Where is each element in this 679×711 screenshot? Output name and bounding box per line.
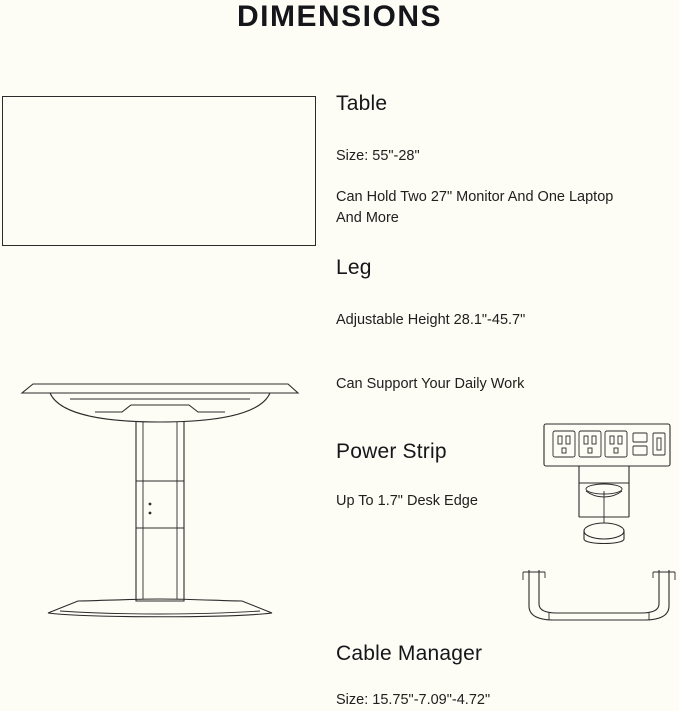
table-capacity-text: Can Hold Two 27" Monitor And One Laptop And More [336, 189, 614, 227]
leg-height-text: Adjustable Height 28.1"-45.7" [336, 312, 526, 328]
leg-support-text: Can Support Your Daily Work [336, 376, 525, 392]
table-size-text: Size: 55"-28" [336, 148, 420, 164]
cable-manager-illustration [519, 566, 679, 625]
illustration-column [0, 86, 320, 625]
desk-with-leg-illustration [0, 281, 320, 621]
power-strip-edge-text: Up To 1.7" Desk Edge [336, 493, 478, 509]
section-heading-leg: Leg [336, 256, 372, 279]
cable-manager-size-text: Size: 15.75"-7.09"-4.72" [336, 692, 491, 708]
page-title: DIMENSIONS [236, 0, 443, 33]
section-heading-cable-manager: Cable Manager [336, 642, 483, 665]
power-strip-illustration [541, 421, 676, 561]
section-heading-power-strip: Power Strip [336, 440, 447, 463]
section-heading-table: Table [336, 92, 388, 115]
tabletop-outline-illustration [2, 96, 316, 246]
